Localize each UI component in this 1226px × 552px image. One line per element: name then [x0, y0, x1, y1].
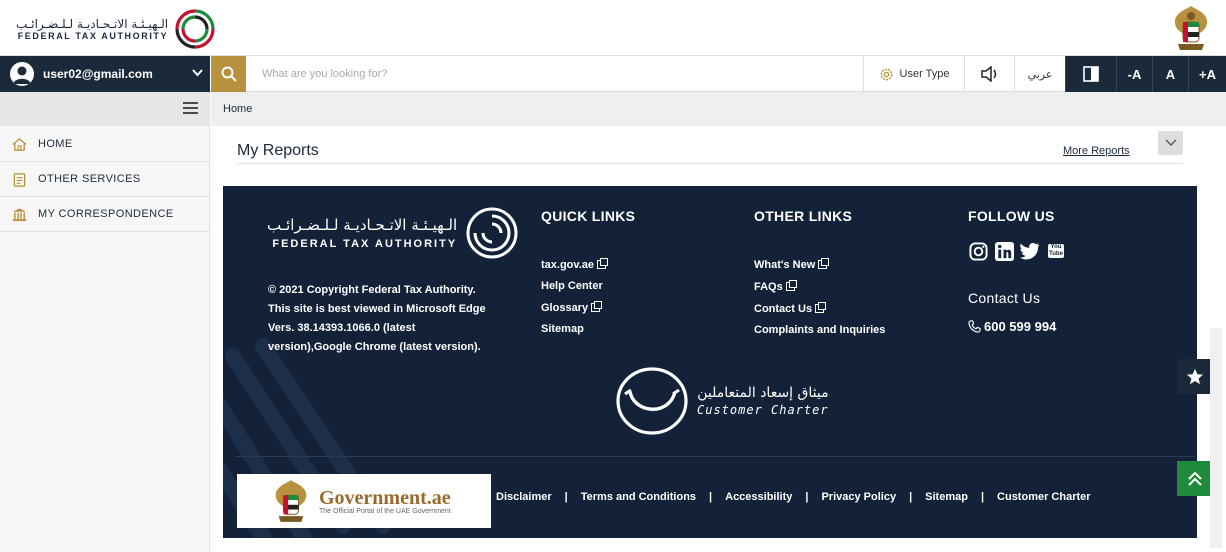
home-icon: [12, 137, 27, 152]
logo-english-text: FEDERAL TAX AUTHORITY: [17, 31, 169, 41]
other-links-title: OTHER LINKS: [754, 208, 853, 224]
building-icon: [12, 207, 27, 222]
sidebar-item-label: HOME: [38, 138, 73, 150]
font-increase-button[interactable]: +A: [1188, 56, 1226, 92]
footer: [223, 186, 1197, 538]
quick-link[interactable]: Sitemap: [541, 323, 584, 335]
external-link-icon: [786, 282, 795, 291]
sidebar-item-home[interactable]: [0, 127, 209, 162]
separator: |: [980, 491, 985, 503]
language-toggle[interactable]: عربي: [1014, 56, 1065, 92]
sitemap-link[interactable]: Sitemap: [925, 491, 968, 503]
separator: |: [709, 491, 713, 503]
instagram-icon[interactable]: [968, 241, 988, 261]
more-reports-link[interactable]: More Reports: [1063, 145, 1130, 157]
phone-icon: [968, 320, 981, 333]
uae-emblem-icon: [1172, 4, 1210, 52]
follow-us-title: FOLLOW US: [968, 208, 1055, 224]
linkedin-icon[interactable]: [994, 241, 1014, 261]
other-link[interactable]: What's New: [754, 259, 827, 271]
fta-emblem-icon: [174, 8, 216, 50]
sidebar-item-other-services[interactable]: [0, 162, 209, 197]
smile-logo-icon: [615, 366, 691, 436]
youtube-icon[interactable]: You Tube: [1049, 244, 1063, 257]
chevron-down-icon: [1165, 139, 1177, 147]
scroll-to-top-button[interactable]: [1177, 461, 1212, 496]
breadcrumb: [211, 92, 1226, 126]
text-to-speech-button[interactable]: [964, 56, 1014, 92]
breadcrumb-home[interactable]: Home: [223, 103, 253, 115]
accessibility-link[interactable]: Accessibility: [725, 491, 793, 503]
search-input[interactable]: [252, 56, 852, 92]
privacy-policy-link[interactable]: Privacy Policy: [821, 491, 897, 503]
search-icon: [221, 66, 237, 82]
gov-title: Government.ae: [319, 486, 451, 509]
copyright-text: © 2021 Copyright Federal Tax Authority. This site is best viewed in Microsoft Edge Vers. 38.14393.1066.0 (latest version),Google Chrome (latest version).: [268, 284, 486, 353]
footer-logo-english: FEDERAL TAX AUTHORITY: [272, 238, 458, 250]
charter-english-text: Customer Charter: [697, 403, 829, 417]
footer-logo[interactable]: [267, 206, 519, 260]
fta-emblem-icon: [465, 206, 519, 260]
other-link[interactable]: Complaints and Inquiries: [754, 324, 886, 336]
fta-logo[interactable]: [16, 8, 216, 50]
quick-link[interactable]: Glossary: [541, 302, 600, 314]
chevron-down-icon[interactable]: [192, 69, 203, 77]
footer-divider: [235, 456, 1195, 457]
toolbar: [0, 56, 1226, 92]
font-normal-button[interactable]: A: [1152, 56, 1188, 92]
double-chevron-up-icon: [1188, 471, 1202, 487]
search-button[interactable]: [211, 56, 246, 92]
footer-bottom-links: [496, 491, 1091, 503]
section-title: My Reports: [237, 142, 319, 159]
external-link-icon: [591, 303, 600, 312]
my-reports-panel: [237, 138, 1183, 164]
government-ae-banner[interactable]: [237, 474, 491, 528]
quick-link[interactable]: Help Center: [541, 280, 603, 292]
user-menu[interactable]: [0, 56, 210, 92]
star-icon: [1186, 368, 1204, 386]
terms-link[interactable]: Terms and Conditions: [580, 491, 697, 503]
gov-subtitle: The Official Portal of the UAE Government: [319, 507, 451, 515]
customer-charter-logo[interactable]: [615, 366, 829, 436]
social-links: [968, 241, 1066, 261]
separator: |: [805, 491, 809, 503]
scrollbar[interactable]: [1210, 328, 1222, 548]
charter-arabic-text: ميثاق إسعاد المتعاملين: [697, 385, 829, 401]
sidebar-header: [0, 92, 209, 126]
avatar: [10, 62, 34, 86]
speaker-icon: [980, 66, 1000, 82]
sidebar-item-label: OTHER SERVICES: [38, 173, 141, 185]
sidebar-item-my-correspondence[interactable]: [0, 197, 209, 232]
quick-link[interactable]: tax.gov.ae: [541, 259, 606, 271]
phone-link[interactable]: [968, 319, 1056, 334]
contact-us-title: Contact Us: [968, 290, 1041, 306]
user-type-label: User Type: [899, 68, 950, 80]
other-link[interactable]: FAQs: [754, 281, 795, 293]
expand-button[interactable]: [1158, 131, 1183, 155]
separator: |: [909, 491, 913, 503]
quick-links-title: QUICK LINKS: [541, 208, 636, 224]
external-link-icon: [597, 260, 606, 269]
font-decrease-button[interactable]: -A: [1116, 56, 1152, 92]
phone-number: 600 599 994: [984, 319, 1057, 334]
gear-icon: [879, 67, 894, 82]
customer-charter-link[interactable]: Customer Charter: [997, 491, 1091, 503]
contrast-icon: [1083, 66, 1099, 82]
user-email: user02@gmail.com: [43, 67, 153, 81]
sidebar-item-label: MY CORRESPONDENCE: [38, 208, 174, 220]
logo-arabic-text: الـهيـئـة الاتـحـاديـة لـلـضـرائـب: [16, 17, 169, 31]
favorites-button[interactable]: [1177, 359, 1212, 394]
separator: |: [564, 491, 568, 503]
other-link[interactable]: Contact Us: [754, 303, 824, 315]
hamburger-menu-icon[interactable]: [183, 102, 198, 114]
external-link-icon: [815, 304, 824, 313]
twitter-icon[interactable]: [1020, 241, 1040, 261]
contrast-toggle[interactable]: [1065, 56, 1116, 92]
external-link-icon: [818, 260, 827, 269]
clipboard-icon: [12, 172, 27, 187]
user-type-button[interactable]: [863, 56, 964, 92]
footer-logo-arabic: الـهيـئـة الاتـحـاديـة لـلـضـرائـب: [267, 216, 458, 234]
top-header: [0, 0, 1226, 56]
uae-emblem-icon: [273, 478, 309, 524]
sidebar: [0, 92, 210, 552]
disclaimer-link[interactable]: Disclaimer: [496, 491, 552, 503]
